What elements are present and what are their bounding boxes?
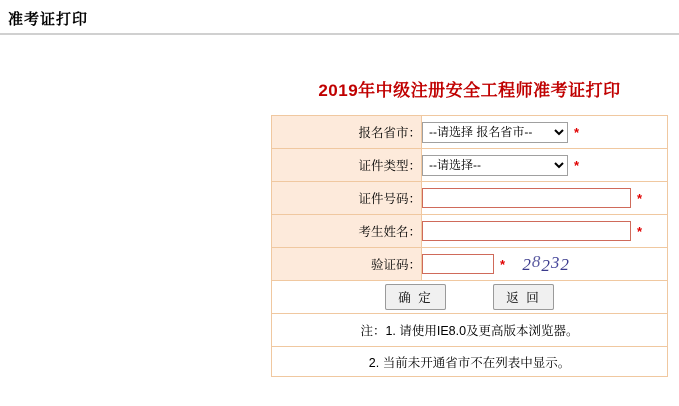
- name-label: 考生姓名：: [272, 215, 422, 248]
- name-input[interactable]: [422, 221, 631, 241]
- registration-form-table: [271, 115, 668, 377]
- table-row: [272, 182, 668, 215]
- province-field-cell: [422, 116, 668, 149]
- table-row: [272, 116, 668, 149]
- id-number-required-mark: *: [637, 190, 643, 206]
- province-required-mark: *: [574, 124, 580, 140]
- captcha-char: 2: [522, 255, 532, 274]
- province-select[interactable]: [422, 122, 568, 143]
- captcha-char: 2: [541, 256, 551, 275]
- province-label: 报名省市：: [272, 116, 422, 149]
- submit-button[interactable]: 确 定: [385, 284, 445, 310]
- table-row: [272, 248, 668, 281]
- captcha-field-cell: [422, 248, 668, 281]
- table-row: [272, 347, 668, 377]
- id-number-input[interactable]: [422, 188, 631, 208]
- table-row: [272, 314, 668, 347]
- name-field-cell: [422, 215, 668, 248]
- captcha-label: 验证码：: [272, 248, 422, 281]
- name-required-mark: *: [637, 223, 643, 239]
- id-type-select[interactable]: [422, 155, 568, 176]
- id-number-label: 证件号码：: [272, 182, 422, 215]
- form-area: [271, 70, 668, 377]
- form-buttons-cell: [272, 281, 668, 314]
- id-type-required-mark: *: [574, 157, 580, 173]
- id-number-field-cell: [422, 182, 668, 215]
- captcha-char: 8: [531, 252, 542, 271]
- back-button[interactable]: 返 回: [493, 284, 553, 310]
- table-row: [272, 215, 668, 248]
- captcha-image[interactable]: [511, 252, 581, 276]
- captcha-char: 2: [560, 255, 570, 274]
- form-heading: 2019年中级注册安全工程师准考证打印: [318, 81, 621, 100]
- note-line-2: 2. 当前未开通省市不在列表中显示。: [272, 347, 668, 377]
- captcha-required-mark: *: [500, 256, 506, 272]
- table-row: [272, 149, 668, 182]
- note-line-1: 注：1. 请使用IE8.0及更高版本浏览器。: [272, 314, 668, 347]
- captcha-input[interactable]: [422, 254, 494, 274]
- table-row: [272, 281, 668, 314]
- id-type-label: 证件类型：: [272, 149, 422, 182]
- id-type-field-cell: [422, 149, 668, 182]
- title-divider: [0, 33, 679, 35]
- captcha-char: 3: [550, 253, 561, 272]
- page-title: 准考证打印: [8, 11, 89, 28]
